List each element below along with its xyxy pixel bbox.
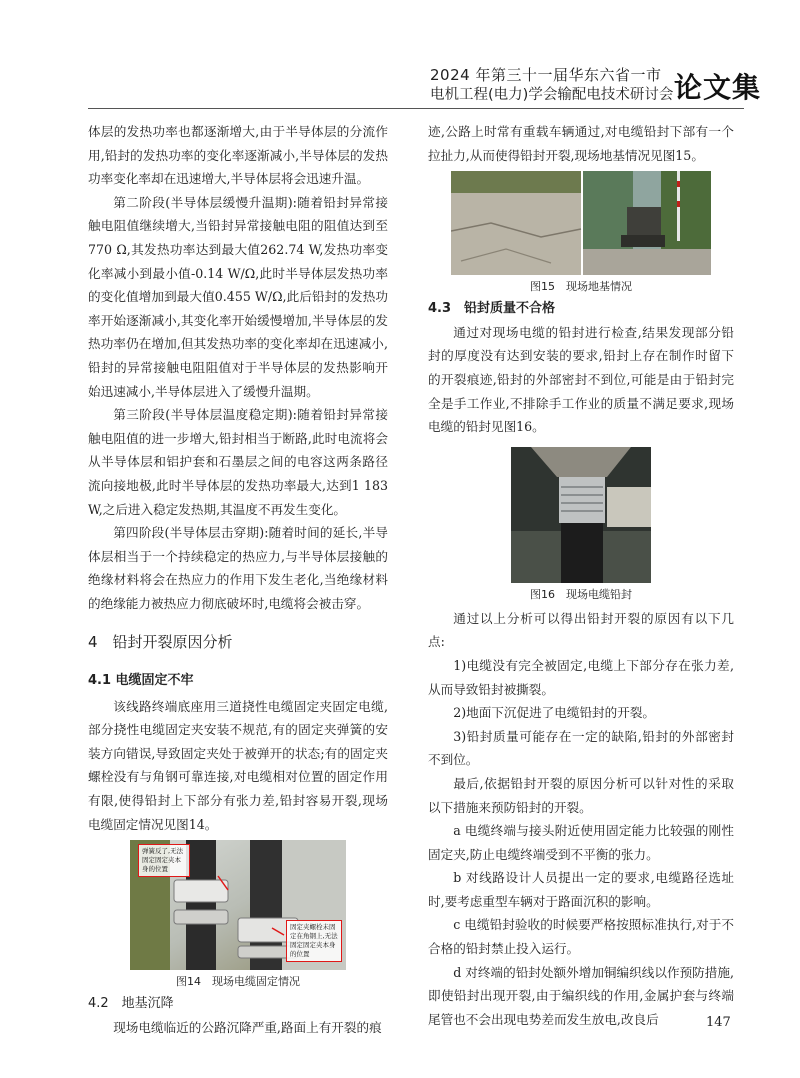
- subsection-heading-4-2: 4.2 地基沉降: [88, 996, 174, 1012]
- paragraph-stage-4: 第四阶段(半导体层击穿期):随着时间的延长,半导体层相当于一个持续稳定的热应力,与半导体层接触的绝缘材料将会在热应力的作用下发生老化,当绝缘材料的绝缘能力被热应力彻底破坏时,电缆将会被击穿。: [88, 525, 388, 611]
- page-number: 147: [706, 1015, 731, 1030]
- right-column: [428, 120, 734, 1031]
- paragraph-stage-3: 第三阶段(半导体层温度稳定期):随着铅封异常接触电阻值的进一步增大,铅封相当于断路,此时电流将会从半导体层和铝护套和石墨层之间的电容这两条路径流向接地极,此时半导体层的发热功率最大,达到1 183 W,之后进入稳定发热期,其温度不再发生变化。: [88, 407, 388, 517]
- figure-15-caption: 图15 现场地基情况: [530, 280, 632, 294]
- figure-14-caption: 图14 现场电缆固定情况: [176, 975, 300, 989]
- left-column: [88, 120, 388, 1039]
- figure-14-annotation-bolt: 固定夹螺栓未固定在角钢上,无法固定固定夹本身的位置: [286, 920, 342, 962]
- paragraph-summary: 通过以上分析可以得出铅封开裂的原因有以下几点:: [428, 610, 734, 650]
- measure-item: a 电缆终端与接头附近使用固定能力比较强的刚性固定夹,防止电缆终端受到不平衡的张力。: [428, 823, 734, 862]
- paragraph: 迹,公路上时常有重载车辆通过,对电缆铅封下部有一个拉扯力,从而使得铅封开裂,现场地基情况见图15。: [428, 124, 734, 163]
- figure-14-photo: [130, 840, 346, 970]
- page-header: [0, 0, 800, 110]
- header-proceedings-title: 论文集: [674, 71, 762, 104]
- measure-item: c 电缆铅封验收的时候要严格按照标准执行,对于不合格的铅封禁止投入运行。: [428, 917, 734, 957]
- measure-item: b 对线路设计人员提出一定的要求,电缆路径选址时,要考虑重型车辆对于路面沉积的影响。: [428, 870, 734, 909]
- paragraph-ground-settlement: 现场电缆临近的公路沉降严重,路面上有开裂的痕: [113, 1019, 382, 1035]
- subsection-heading-4-3: 4.3 铅封质量不合格: [428, 301, 556, 317]
- list-item: 1)电缆没有完全被固定,电缆上下部分存在张力差,从而导致铅封被撕裂。: [428, 657, 734, 697]
- paragraph-cable-fixing: 该线路终端底座用三道挠性电缆固定夹固定电缆,部分挠性电缆固定夹安装不规范,有的固定夹弹簧的安装方向错误,导致固定夹处于被弹开的状态;有的固定夹螺栓没有与角钢可靠连接,对电缆相对位置的固定作用有限,使得铅封上下部分有张力差,铅封容易开裂,现场电缆固定情况见图14。: [88, 698, 388, 832]
- measure-item: d 对终端的铅封处额外增加铜编织线以作预防措施,即使铅封出现开裂,由于编织线的作用,金属护套与终端尾管也不会出现电势差而发生放电,改良后: [428, 964, 734, 1027]
- list-item: 2)地面下沉促进了电缆铅封的开裂。: [453, 705, 656, 721]
- section-heading-4: 4 铅封开裂原因分析: [88, 633, 233, 652]
- paragraph-measures: 最后,依据铅封开裂的原因分析可以针对性的采取以下措施来预防铅封的开裂。: [428, 775, 734, 815]
- list-item: 3)铅封质量可能存在一定的缺陷,铅封的外部密封不到位。: [428, 728, 734, 768]
- figure-15-photo: [451, 171, 711, 275]
- figure-16-caption: 图16 现场电缆铅封: [530, 587, 632, 601]
- header-conference-line1: 2024 年第三十一届华东六省一市: [430, 66, 662, 84]
- paragraph-stage-2: 第二阶段(半导体层缓慢升温期):随着铅封异常接触电阻值继续增大,当铅封异常接触电阻的阻值达到至770 Ω,其发热功率达到最大值262.74 W,发热功率变化率减小到最小值-0.14 W/Ω,此时半导体层发热功率的变化值增加到最大值0.455 W/Ω,此后铅封的发热功率开始逐渐减小,其变化率开始缓慢增加,半导体层的发热功率仍在增加,但其发热功率的变化率却在迅速减小,铅封的异常接触电阻阻值对于半导体层的发热影响开始迅速减小,半导体层进入了缓慢升温期。: [88, 194, 388, 399]
- figure-16-photo: [511, 447, 651, 583]
- figure-14-annotation-spring: 弹簧反了,无法固定固定夹本身的位置: [138, 844, 190, 877]
- road-settlement-photo: [451, 171, 711, 275]
- lead-seal-photo: [511, 447, 651, 583]
- paragraph-seal-quality: 通过对现场电缆的铅封进行检查,结果发现部分铅封的厚度没有达到安装的要求,铅封上存在制作时留下的开裂痕迹,铅封的外部密封不到位,可能是由于铅封完全是手工作业,不排除手工作业的质量不满足要求,现场电缆的铅封见图16。: [428, 324, 734, 435]
- subsection-heading-4-1: 4.1 电缆固定不牢: [88, 673, 194, 689]
- header-rule: [88, 108, 744, 109]
- header-conference-line2: 电机工程(电力)学会输配电技术研讨会: [430, 87, 674, 103]
- paragraph: 体层的发热功率也都逐渐增大,由于半导体层的分流作用,铅封的发热功率的变化率逐渐减小,半导体层的发热功率变化率却在迅速增大,半导体层将会迅速升温。: [88, 124, 388, 187]
